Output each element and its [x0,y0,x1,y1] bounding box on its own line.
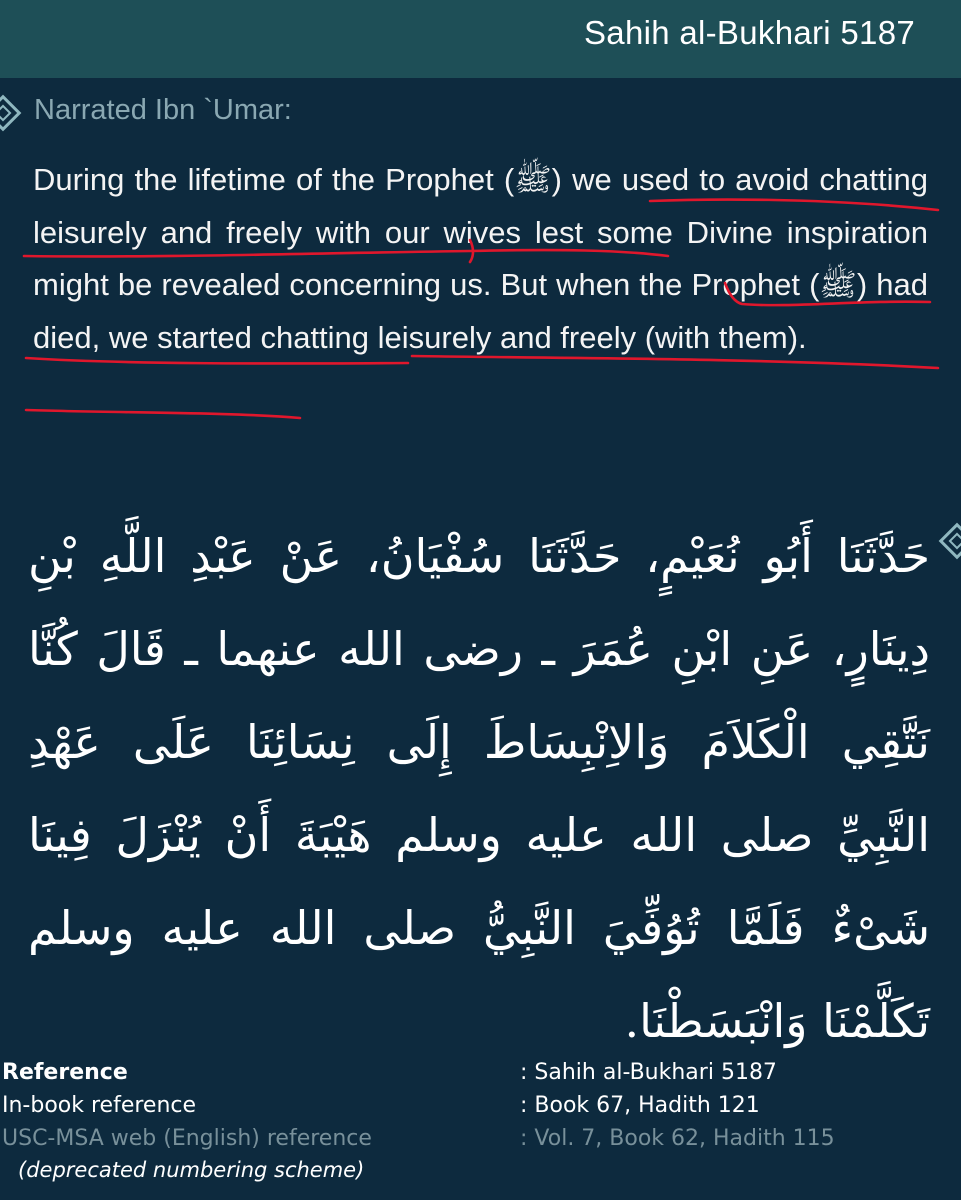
arabic-text: حَدَّثَنَا أَبُو نُعَيْمٍ، حَدَّثَنَا سُفْيَانُ، عَنْ عَبْدِ اللَّهِ بْنِ دِينَارٍ، عَنِ ابْنِ عُمَرَ ـ رضى الله عنهما ـ قَالَ كُنَّا نَتَّقِي الْكَلاَمَ وَالاِنْبِسَاطَ إِلَى نِسَائِنَا عَلَى عَهْدِ النَّبِيِّ صلى الله عليه وسلم هَيْبَةَ أَنْ يُنْزَلَ فِينَا شَىْءٌ فَلَمَّا تُوُفِّيَ النَّبِيُّ صلى الله عليه وسلم تَكَلَّمْنَا وَانْبَسَطْنَا. [28,529,930,1048]
header-bar [0,0,961,78]
usc-msa-reference-row [0,1126,961,1159]
reference-block [0,1060,961,1159]
salawat-glyph: ﷺ [819,267,857,302]
narrator-line: Narrated Ibn `Umar: [34,94,292,126]
header-title: Sahih al-Bukhari 5187 [583,14,915,51]
salawat-glyph: ﷺ [514,162,552,197]
reference-label: Reference [2,1060,128,1085]
reference-label: USC-MSA web (English) reference [2,1126,372,1151]
reference-row [0,1060,961,1093]
deprecated-note: (deprecated numbering scheme) [18,1158,365,1182]
reference-value: : Sahih al-Bukhari 5187 [520,1060,777,1085]
reference-label: In-book reference [2,1093,197,1118]
in-book-reference-row [0,1093,961,1126]
english-text [33,154,928,364]
english-text-part: ) we used to avoid chatting leisurely and freely with our wives lest some Divine inspiration might be revealed concerning us. But when the Prophet ( [33,162,928,302]
underline-stroke [26,410,300,418]
english-text-part: During the lifetime of the Prophet ( [33,162,515,197]
reference-value: : Book 67, Hadith 121 [520,1093,760,1118]
reference-value: : Vol. 7, Book 62, Hadith 115 [520,1126,835,1151]
english-text-part: ) had died, we started chatting leisurely and freely (with them). [33,267,928,355]
ornament-icon [0,95,21,132]
ornament-icon [939,523,961,560]
